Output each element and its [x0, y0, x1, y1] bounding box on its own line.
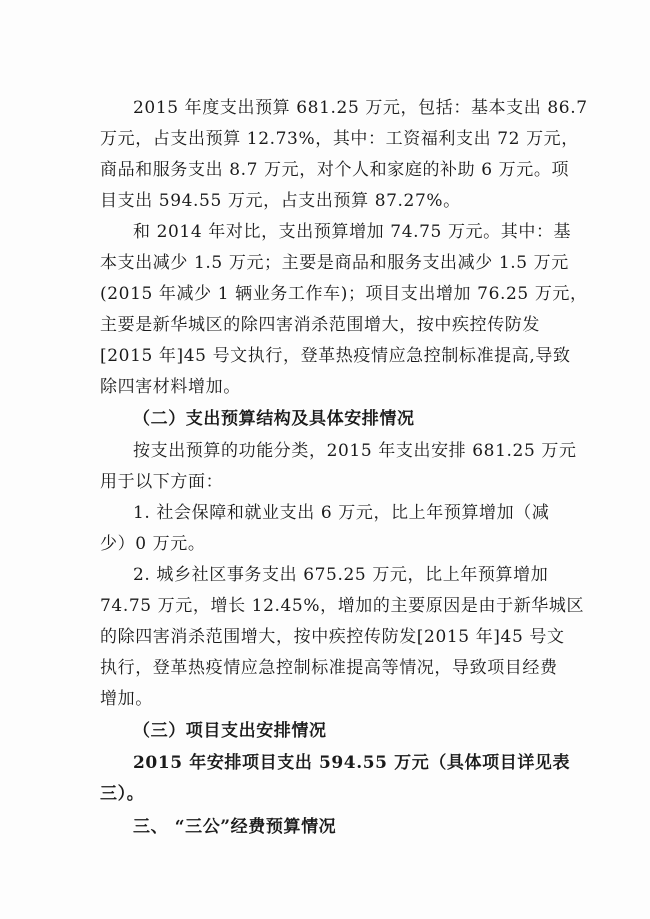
paragraph-line: 本支出减少 1.5 万元；主要是商品和服务支出减少 1.5 万元 — [100, 253, 569, 273]
section-heading: （二）支出预算结构及具体安排情况 — [133, 409, 415, 429]
paragraph-line: 按支出预算的功能分类，2015 年支出安排 681.25 万元 — [133, 441, 577, 461]
paragraph-line: 2015 年安排项目支出 594.55 万元（具体项目详见表 — [133, 753, 571, 773]
paragraph-line: 1. 社会保障和就业支出 6 万元，比上年预算增加（减 — [133, 503, 550, 523]
paragraph-line: 少）0 万元。 — [100, 534, 206, 554]
paragraph-line: 商品和服务支出 8.7 万元，对个人和家庭的补助 6 万元。项 — [100, 160, 570, 180]
paragraph-line: 主要是新华城区的除四害消杀范围增大，按中疾控传防发 — [100, 315, 540, 335]
paragraph-line: (2015 年减少 1 辆业务工作车)；项目支出增加 76.25 万元， — [100, 284, 588, 304]
paragraph-line: 2. 城乡社区事务支出 675.25 万元，比上年预算增加 — [133, 565, 549, 585]
major-heading: 三、 “三公”经费预算情况 — [133, 817, 337, 837]
paragraph-line: 目支出 594.55 万元，占支出预算 87.27%。 — [100, 191, 461, 211]
paragraph-line: 增加。 — [100, 689, 153, 709]
paragraph-line: 除四害材料增加。 — [100, 377, 241, 397]
paragraph-line: 的除四害消杀范围增大，按中疾控传防发[2015 年]45 号文 — [100, 627, 565, 647]
paragraph-line: 2015 年度支出预算 681.25 万元，包括：基本支出 86.7 — [133, 98, 588, 118]
paragraph-line: [2015 年]45 号文执行，登革热疫情应急控制标准提高,导致 — [100, 346, 571, 366]
paragraph-line: 执行，登革热疫情应急控制标准提高等情况，导致项目经费 — [100, 658, 558, 678]
paragraph-line: 74.75 万元，增长 12.45%，增加的主要原因是由于新华城区 — [100, 596, 585, 616]
paragraph-line: 用于以下方面： — [100, 472, 224, 492]
paragraph-line: 万元，占支出预算 12.73%，其中：工资福利支出 72 万元， — [100, 129, 579, 149]
section-heading: （三）项目支出安排情况 — [133, 721, 327, 741]
paragraph-line: 和 2014 年对比，支出预算增加 74.75 万元。其中：基 — [133, 222, 572, 242]
paragraph-line: 三）。 — [100, 784, 145, 804]
